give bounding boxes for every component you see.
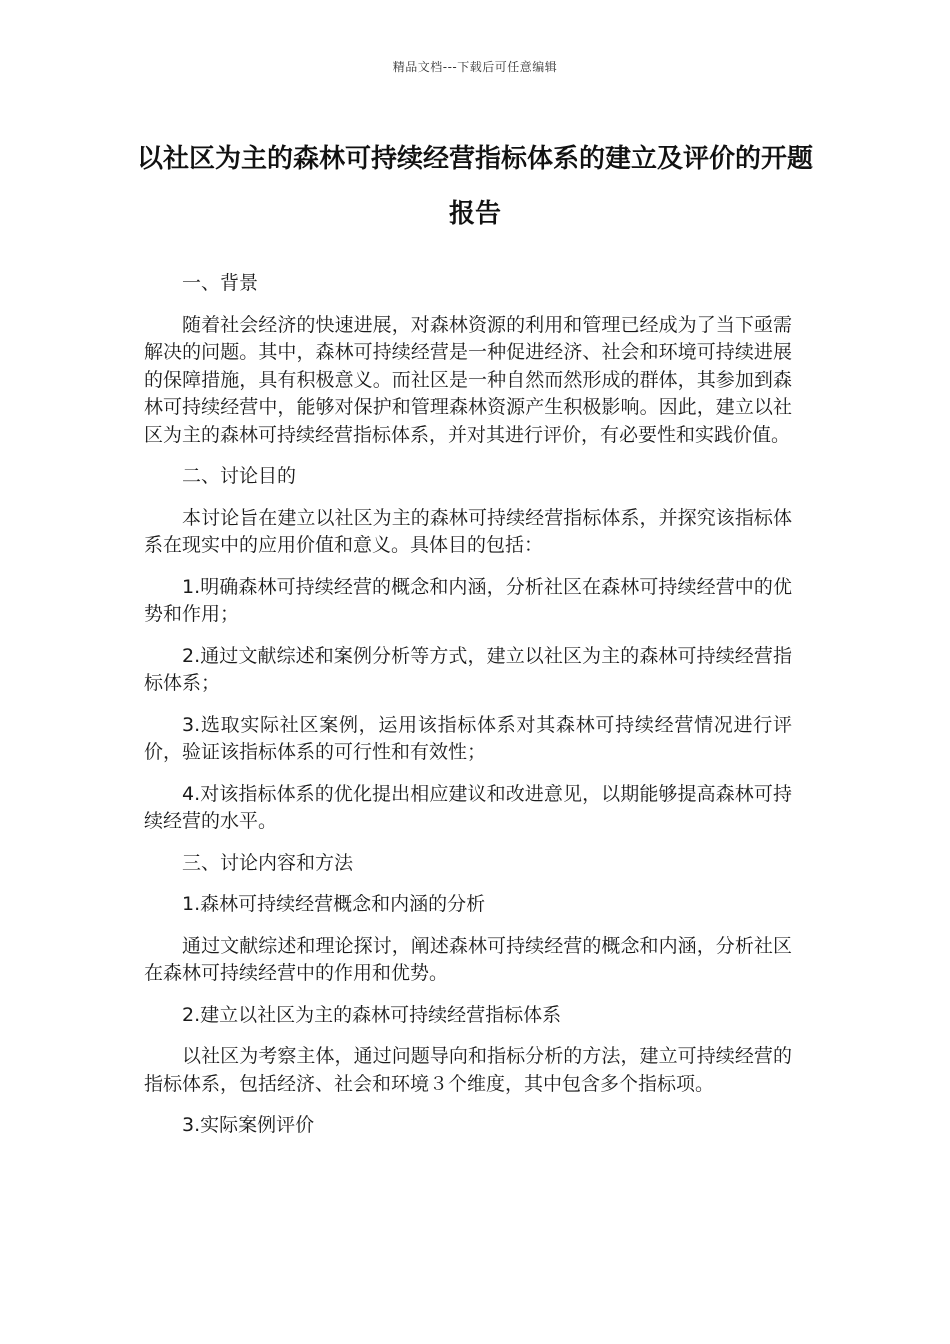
list-item-purpose-3: 3.选取实际社区案例，运用该指标体系对其森林可持续经营情况进行评价，验证该指标体系的可行性和有效性； xyxy=(144,713,792,763)
subheading-indicator-system: 2.建立以社区为主的森林可持续经营指标体系 xyxy=(182,1003,562,1026)
paragraph-indicator-system: 以社区为考察主体，通过问题导向和指标分析的方法，建立可持续经营的指标体系，包括经济、社会和环境３个维度，其中包含多个指标项。 xyxy=(144,1045,792,1095)
subheading-case-evaluation: 3.实际案例评价 xyxy=(182,1114,315,1136)
paragraph-purpose-intro: 本讨论旨在建立以社区为主的森林可持续经营指标体系，并探究该指标体系在现实中的应用价值和意义。具体目的包括： xyxy=(144,506,792,556)
section-heading-purpose: 二、讨论目的 xyxy=(182,465,297,487)
document-body xyxy=(144,270,792,1154)
header-note: 精品文档---下载后可任意编辑 xyxy=(392,60,558,74)
document-title: 以社区为主的森林可持续经营指标体系的建立及评价的开题报告 xyxy=(136,144,813,229)
list-item-purpose-1: 1.明确森林可持续经营的概念和内涵，分析社区在森林可持续经营中的优势和作用； xyxy=(144,575,792,625)
paragraph-concept-analysis: 通过文献综述和理论探讨，阐述森林可持续经营的概念和内涵，分析社区在森林可持续经营中的作用和优势。 xyxy=(144,934,792,984)
list-item-purpose-2: 2.通过文献综述和案例分析等方式，建立以社区为主的森林可持续经营指标体系； xyxy=(144,644,792,694)
paragraph-background: 随着社会经济的快速进展，对森林资源的利用和管理已经成为了当下亟需解决的问题。其中，森林可持续经营是一种促进经济、社会和环境可持续进展的保障措施，具有积极意义。而社区是一种自然而然形成的群体，其参加到森林可持续经营中，能够对保护和管理森林资源产生积极影响。因此，建立以社区为主的森林可持续经营指标体系，并对其进行评价，有必要性和实践价值。 xyxy=(144,313,792,446)
section-heading-background: 一、背景 xyxy=(182,272,259,294)
list-item-purpose-4: 4.对该指标体系的优化提出相应建议和改进意见，以期能够提高森林可持续经营的水平。 xyxy=(144,782,792,832)
subheading-concept-analysis: 1.森林可持续经营概念和内涵的分析 xyxy=(182,893,486,915)
section-heading-content-methods: 三、讨论内容和方法 xyxy=(182,851,354,874)
